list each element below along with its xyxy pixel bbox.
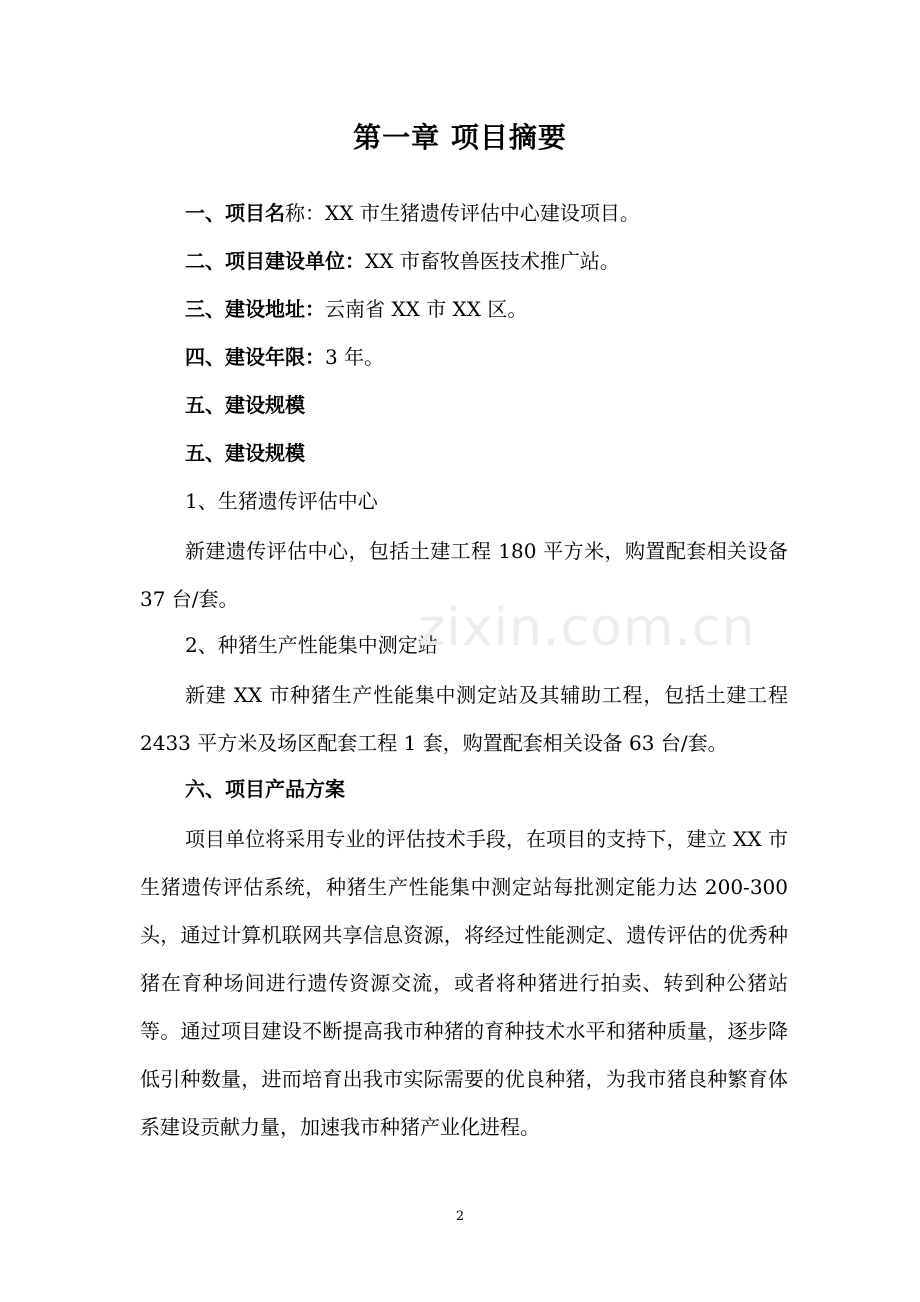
item-value: 云南省 XX 市 XX 区。: [325, 297, 528, 321]
item-construction-unit: [185, 246, 620, 276]
paragraph-testing-station: 新建 XX 市种猪生产性能集中测定站及其辅助工程，包括土建工程 2433 平方米及场区配套工程 1 套，购置配套相关设备 63 台/套。: [140, 683, 788, 755]
section-heading-product-plan: 六、项目产品方案: [185, 777, 345, 801]
paragraph-evaluation-center: 新建遗传评估中心，包括土建工程 180 平方米，购置配套相关设备 37 台/套。: [140, 539, 788, 611]
item-project-name: [185, 198, 640, 228]
item-label: 四、建设年限：: [185, 345, 325, 369]
subsection-title-testing-station: 2、种猪生产性能集中测定站: [185, 633, 438, 657]
item-label: 三、建设地址：: [185, 297, 325, 321]
section-heading-scale: 五、建设规模: [185, 393, 305, 417]
item-construction-address: [185, 294, 527, 324]
paragraph-product-plan: 项目单位将采用专业的评估技术手段，在项目的支持下，建立 XX 市生猪遗传评估系统，种猪生产性能集中测定站每批测定能力达 200-300 头，通过计算机联网共享信息资源，将经过性能测定、遗传评估的优秀种猪在育种场间进行遗传资源交流，或者将种猪进行拍卖、转到种公猪站等。通过项目建设不断提高我市种猪的育种技术水平和猪种质量，逐步降低引种数量，进而培育出我市实际需要的优良种猪，为我市猪良种繁育体系建设贡献力量，加速我市种猪产业化进程。: [140, 827, 788, 1139]
item-label: 二、项目建设单位：: [185, 249, 365, 273]
item-value: 3 年。: [325, 345, 385, 369]
item-construction-period: [185, 342, 384, 372]
item-value: XX 市畜牧兽医技术推广站。: [365, 249, 620, 273]
watermark-text: zixin.com.cn: [418, 598, 756, 658]
item-value: 称：XX 市生猪遗传评估中心建设项目。: [285, 201, 640, 225]
subsection-title-evaluation-center: 1、生猪遗传评估中心: [185, 489, 378, 513]
page-number: 2: [455, 1209, 465, 1224]
item-label: 一、项目名: [185, 201, 285, 225]
chapter-title: 第一章 项目摘要: [353, 121, 567, 154]
section-heading-scale-repeat: 五、建设规模: [185, 441, 305, 465]
